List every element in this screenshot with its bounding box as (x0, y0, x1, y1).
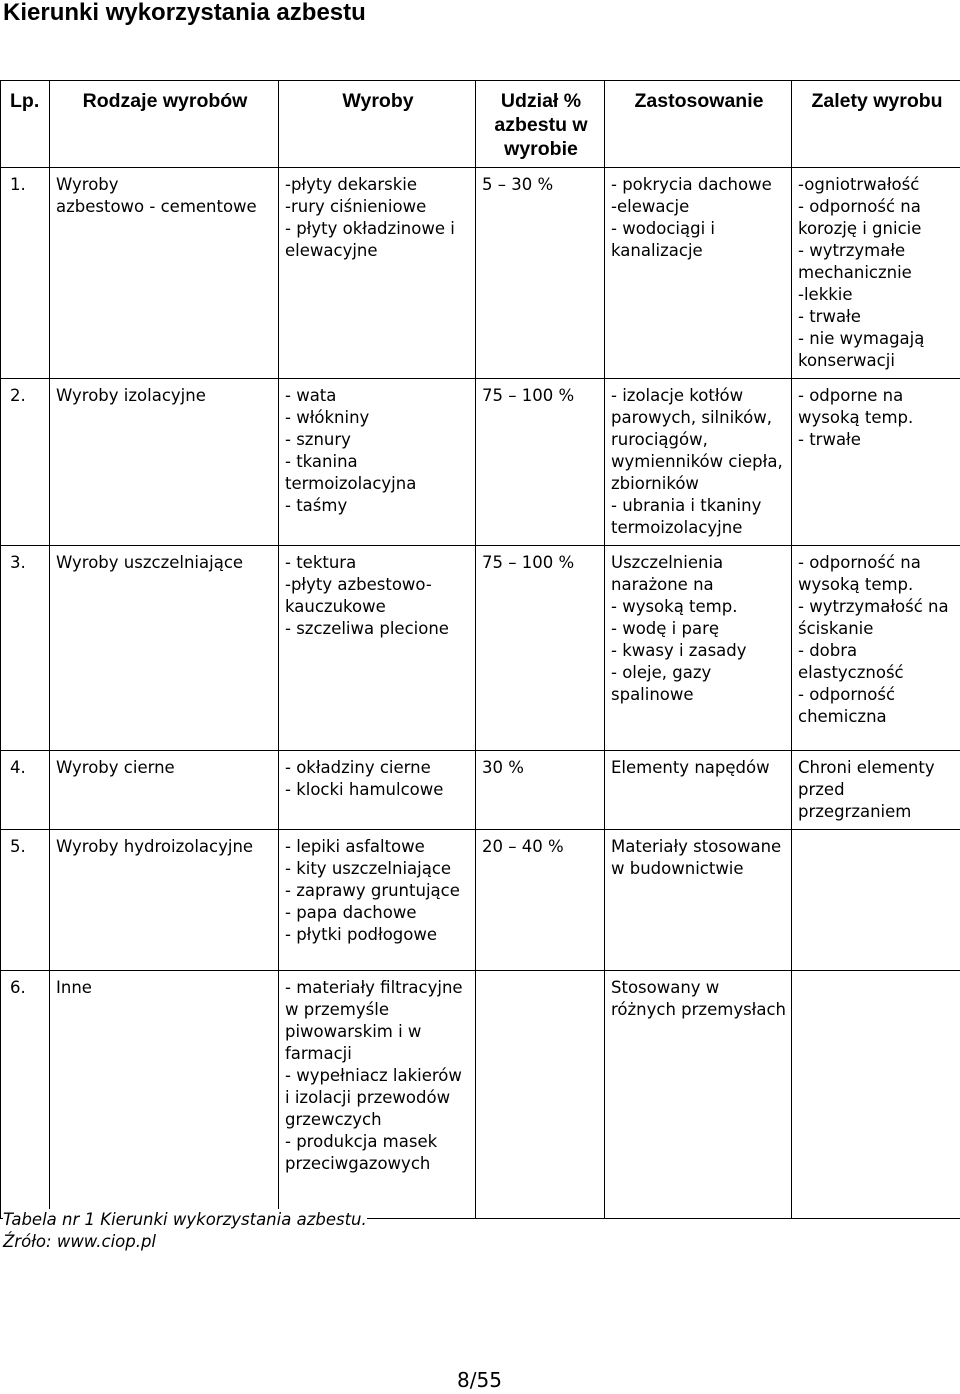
table-row (1, 379, 960, 546)
table-row (1, 546, 960, 751)
cell-zalety: Chroni elementy przed przegrzaniem (792, 751, 960, 830)
cell-lp: 2. (1, 379, 50, 546)
cell-zastosowanie: Uszczelnienia narażone na - wysoką temp. - wodę i parę - kwasy i zasady - oleje, gazy spalinowe (605, 546, 792, 751)
cell-udzial: 75 – 100 % (476, 379, 605, 546)
table-row (1, 830, 960, 971)
cell-wyroby: - wata - włókniny - sznury - tkanina termoizolacyjna - taśmy (279, 379, 476, 546)
cell-wyroby: - okładziny cierne - klocki hamulcowe (279, 751, 476, 830)
cell-lp: 3. (1, 546, 50, 751)
cell-zalety: - odporność na wysoką temp. - wytrzymałość na ściskanie - dobra elastyczność - odporność chemiczna (792, 546, 960, 751)
cell-wyroby: - lepiki asfaltowe - kity uszczelniające - zaprawy gruntujące - papa dachowe - płytki podłogowe (279, 830, 476, 971)
cell-zalety (792, 830, 960, 971)
asbestos-usage-table (0, 80, 960, 1219)
cell-lp: 6. (1, 971, 50, 1219)
cell-zastosowanie: Stosowany w różnych przemysłach (605, 971, 792, 1219)
cell-udzial: 30 % (476, 751, 605, 830)
cell-udzial: 20 – 40 % (476, 830, 605, 971)
cell-rodzaj: Wyroby uszczelniające (50, 546, 279, 751)
cell-lp: 1. (1, 168, 50, 379)
header-zalety: Zalety wyrobu (792, 81, 960, 168)
document-title: Kierunki wykorzystania azbestu (3, 0, 366, 26)
cell-lp: 4. (1, 751, 50, 830)
cell-rodzaj: Wyroby azbestowo - cementowe (50, 168, 279, 379)
cell-zastosowanie: - izolacje kotłów parowych, silników, rurociągów, wymienników ciepła, zbiorników - ubrania i tkaniny termoizolacyjne (605, 379, 792, 546)
cell-udzial: 5 – 30 % (476, 168, 605, 379)
cell-udzial (476, 971, 605, 1219)
cell-zalety: -ogniotrwałość - odporność na korozję i gnicie - wytrzymałe mechanicznie -lekkie - trwałe - nie wymagają konserwacji (792, 168, 960, 379)
header-udzial: Udział % azbestu w wyrobie (476, 81, 605, 168)
cell-wyroby: -płyty dekarskie -rury ciśnieniowe - płyty okładzinowe i elewacyjne (279, 168, 476, 379)
header-lp: Lp. (1, 81, 50, 168)
cell-udzial: 75 – 100 % (476, 546, 605, 751)
cell-lp: 5. (1, 830, 50, 971)
cell-zalety: - odporne na wysoką temp. - trwałe (792, 379, 960, 546)
table-row (1, 168, 960, 379)
cell-zastosowanie: Elementy napędów (605, 751, 792, 830)
cell-rodzaj: Inne (50, 971, 279, 1219)
cell-rodzaj: Wyroby cierne (50, 751, 279, 830)
cell-zalety (792, 971, 960, 1219)
table-row (1, 751, 960, 830)
cell-rodzaj: Wyroby hydroizolacyjne (50, 830, 279, 971)
cell-wyroby: - tektura -płyty azbestowo-kauczukowe - szczeliwa plecione (279, 546, 476, 751)
table-row (1, 971, 960, 1219)
table-header-row (1, 81, 960, 168)
cell-wyroby: - materiały filtracyjne w przemyśle piwowarskim i w farmacji - wypełniacz lakierów i izolacji przewodów grzewczych - produkcja masek przeciwgazowych (279, 971, 476, 1219)
cell-zastosowanie: - pokrycia dachowe -elewacje - wodociągi i kanalizacje (605, 168, 792, 379)
header-zastosowanie: Zastosowanie (605, 81, 792, 168)
header-rodzaje: Rodzaje wyrobów (50, 81, 279, 168)
cell-rodzaj: Wyroby izolacyjne (50, 379, 279, 546)
table-caption: Tabela nr 1 Kierunki wykorzystania azbestu. Źróło: www.ciop.pl (3, 1210, 367, 1251)
page-number: 8/55 (457, 1368, 502, 1392)
header-wyroby: Wyroby (279, 81, 476, 168)
cell-zastosowanie: Materiały stosowane w budownictwie (605, 830, 792, 971)
